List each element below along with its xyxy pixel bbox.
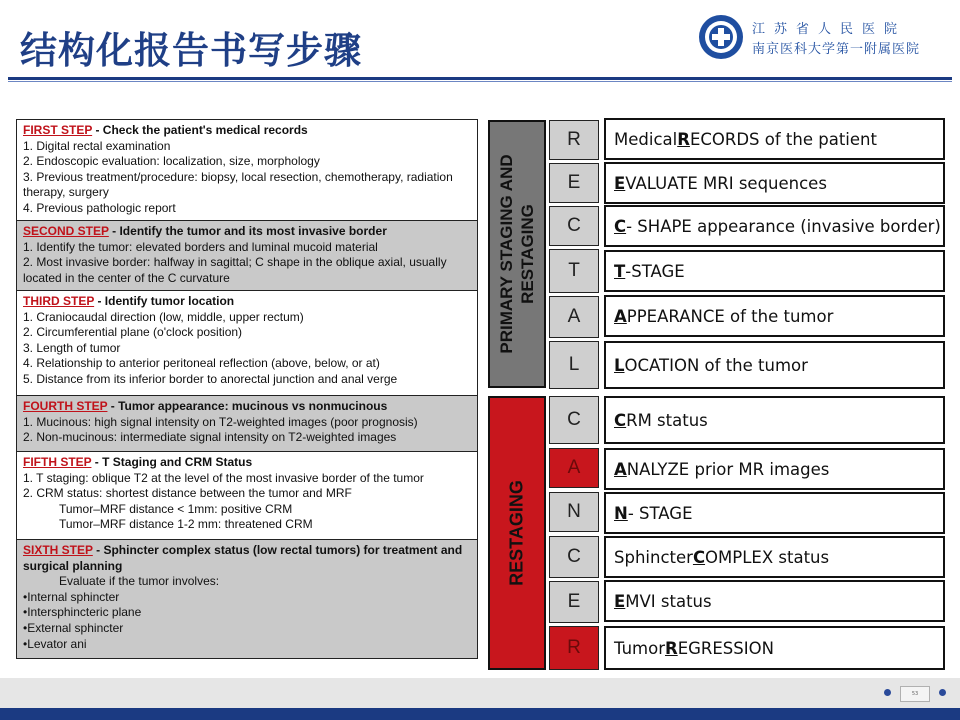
acronym-description: A PPEARANCE of the tumor [604, 295, 945, 337]
step-name: THIRD STEP [23, 294, 95, 308]
step-line: Tumor–MRF distance < 1mm: positive CRM [59, 501, 293, 516]
step-line: 5. Distance from its inferior border to anorectal junction and anal verge [23, 371, 398, 386]
acronym-description: Medical R ECORDS of the patient [604, 118, 945, 160]
header-divider-thin [8, 81, 952, 82]
step-line: Tumor–MRF distance 1-2 mm: threatened CRM [59, 517, 313, 532]
step-line: •Internal sphincter [23, 589, 120, 604]
step-name: SECOND STEP [23, 224, 109, 238]
step-name: FOURTH STEP [23, 399, 108, 413]
acronym-letter: R [549, 120, 599, 160]
step-name: FIFTH STEP [23, 455, 92, 469]
acronym-description: C RM status [604, 396, 945, 444]
page-title: 结构化报告书写步骤 [20, 29, 362, 72]
step-line: 2. Most invasive border: halfway in sagittal; C shape in the oblique axial, usually located in the center of the C curvature [23, 255, 447, 285]
acronym-description: N - STAGE [604, 492, 945, 534]
step-2 [16, 220, 478, 290]
nav-dot-icon [884, 689, 891, 696]
university-name: 南京医科大学第一附属医院 [752, 42, 921, 57]
acronym-letter: N [549, 492, 599, 532]
acronym-letter: A [549, 448, 599, 488]
step-3 [16, 290, 478, 395]
header-divider [8, 77, 952, 80]
step-line: •Levator ani [23, 636, 87, 651]
step-line: 2. Endoscopic evaluation: localization, size, morphology [23, 154, 320, 169]
steps-panel [16, 119, 478, 659]
step-4 [16, 395, 478, 451]
step-line: 1. Mucinous: high signal intensity on T2-weighted images (poor prognosis) [23, 414, 418, 429]
acronym-description: T -STAGE [604, 250, 945, 292]
step-line: 1. Identify the tumor: elevated borders and luminal mucoid material [23, 239, 378, 254]
step-line: 2. Circumferential plane (o'clock position) [23, 325, 243, 340]
step-line: 3. Previous treatment/procedure: biopsy, local resection, chemotherapy, radiation therapy, surgery [23, 169, 453, 200]
acronym-description: E MVI status [604, 580, 945, 622]
acronym-description: Tumor R EGRESSION [604, 626, 945, 670]
acronym-description: C - SHAPE appearance (invasive border) [604, 205, 945, 247]
acronym-description: L OCATION of the tumor [604, 341, 945, 389]
step-line: 1. Craniocaudal direction (low, middle, upper rectum) [23, 309, 304, 324]
step-title: - Identify tumor location [94, 294, 235, 308]
step-line: 2. Non-mucinous: intermediate signal intensity on T2-weighted images [23, 430, 397, 445]
step-title: - T Staging and CRM Status [91, 455, 253, 469]
step-line: 2. CRM status: shortest distance between the tumor and MRF [23, 486, 352, 501]
step-line: 1. T staging: oblique T2 at the level of the most invasive border of the tumor [23, 470, 424, 485]
step-title: - Identify the tumor and its most invasive border [108, 224, 387, 238]
page-number: 53 [900, 686, 930, 702]
step-1 [16, 119, 478, 220]
step-name: FIRST STEP [23, 123, 93, 137]
step-5 [16, 451, 478, 539]
step-title: - Tumor appearance: mucinous vs nonmucinous [107, 399, 388, 413]
primary-staging-band [488, 120, 546, 388]
step-line: Evaluate if the tumor involves: [59, 574, 220, 589]
footer-bar [0, 708, 960, 720]
acronym-letter: E [549, 581, 599, 623]
acronym-description: E VALUATE MRI sequences [604, 162, 945, 204]
step-line: •External sphincter [23, 620, 124, 635]
step-line: •Intersphincteric plane [23, 605, 142, 620]
acronym-letter: C [549, 206, 599, 246]
step-title: - Sphincter complex status (low rectal tumors) for treatment and surgical planning [23, 543, 463, 573]
band-label: RESTAGING [518, 204, 537, 304]
acronym-letter: C [549, 536, 599, 578]
step-title: - Check the patient's medical records [92, 123, 308, 137]
acronym-description: Sphincter C OMPLEX status [604, 536, 945, 578]
band-label: RESTAGING [506, 480, 527, 586]
acronym-letter: R [549, 626, 599, 670]
nav-dot-icon [939, 689, 946, 696]
acronym-description: A NALYZE prior MR images [604, 448, 945, 490]
band-label: PRIMARY STAGING AND [497, 154, 516, 354]
acronym-letter: E [549, 163, 599, 203]
step-line: 1. Digital rectal examination [23, 138, 171, 153]
acronym-letter: L [549, 341, 599, 389]
step-line: 4. Previous pathologic report [23, 200, 176, 215]
hospital-logo-icon [698, 14, 744, 60]
step-name: SIXTH STEP [23, 543, 93, 557]
step-line: 4. Relationship to anterior peritoneal reflection (above, below, or at) [23, 356, 380, 371]
acronym-letter: C [549, 396, 599, 444]
acronym-letter: T [549, 249, 599, 293]
acronym-letter: A [549, 296, 599, 338]
footer-band [0, 678, 960, 708]
restaging-band [488, 396, 546, 670]
hospital-name: 江苏省人民医院 [752, 22, 907, 37]
step-6 [16, 539, 478, 659]
step-line: 3. Length of tumor [23, 340, 121, 355]
